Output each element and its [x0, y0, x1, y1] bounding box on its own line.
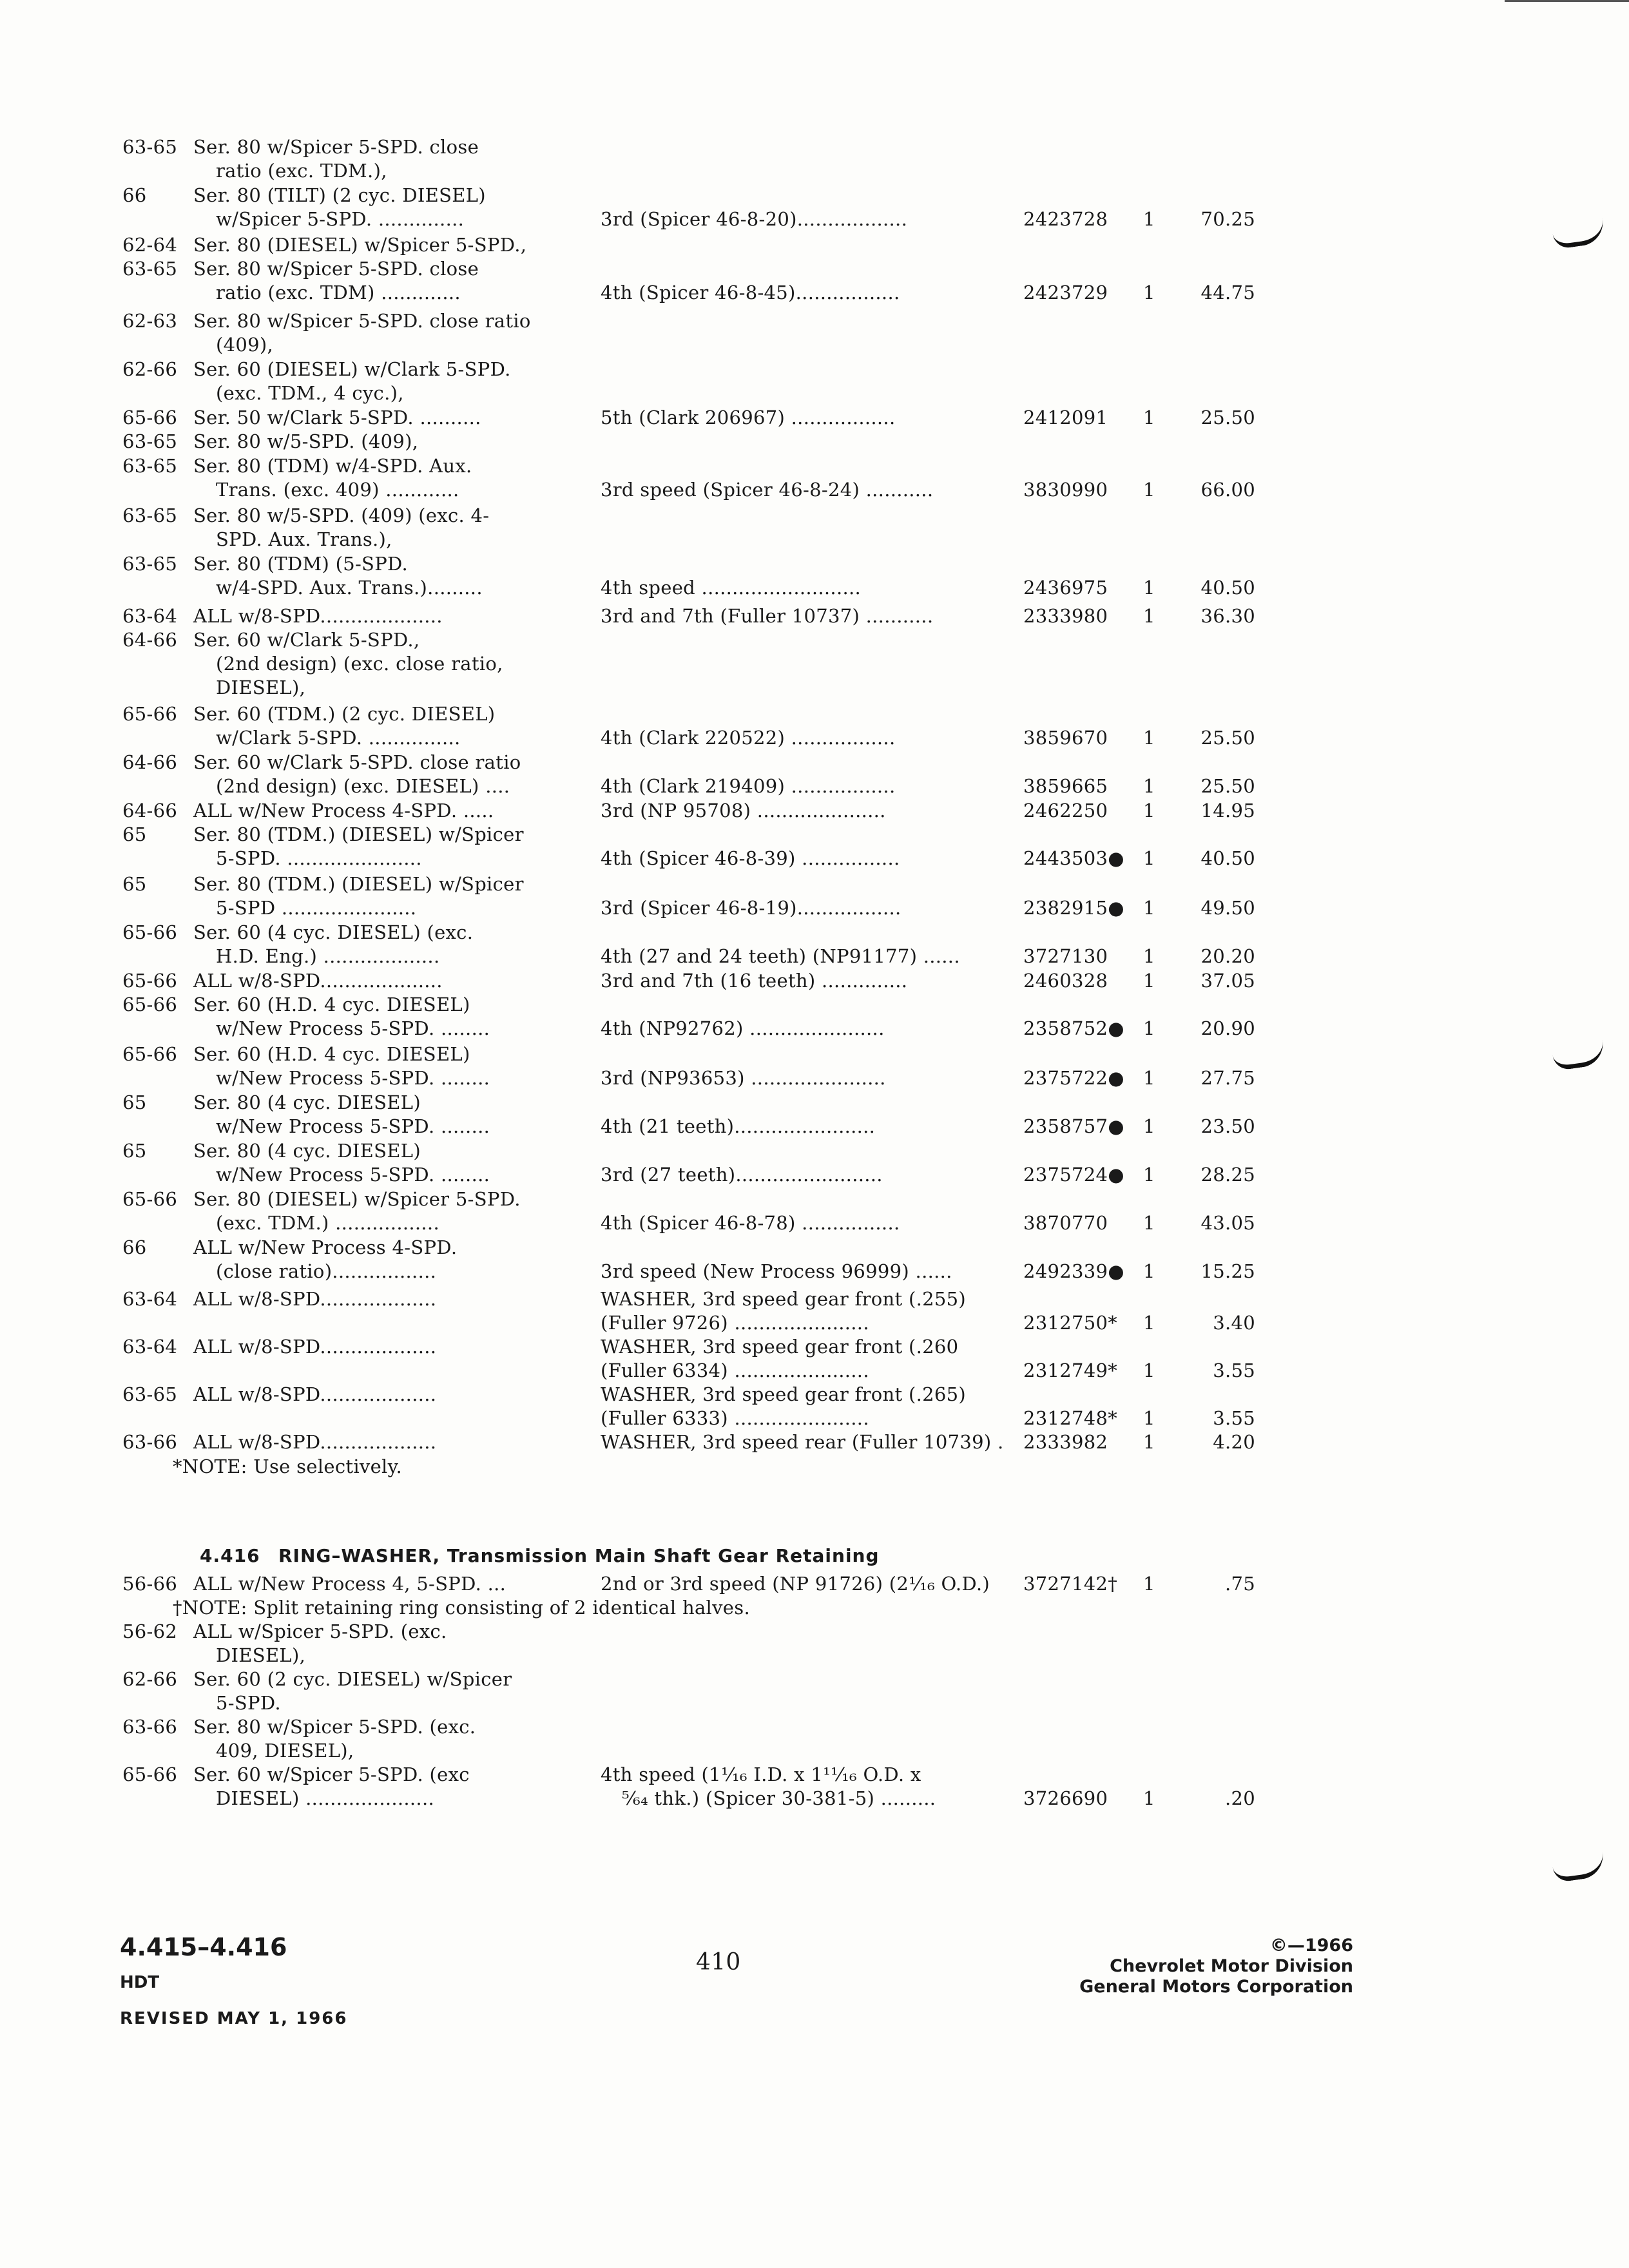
model-application: Ser. 60 (H.D. 4 cyc. DIESEL) [193, 994, 470, 1015]
model-application: w/Clark 5-SPD. ............... [216, 727, 461, 749]
model-application: 409, DIESEL), [216, 1740, 354, 1762]
model-years: 63-65 [122, 553, 178, 575]
model-application: Trans. (exc. 409) ............ [216, 479, 459, 501]
part-description: 5th (Clark 206967) ................. [601, 407, 896, 428]
part-number: 2358752● [1023, 1017, 1124, 1039]
model-application: Ser. 60 (H.D. 4 cyc. DIESEL) [193, 1043, 470, 1065]
part-description: 4th (Spicer 46-8-45)................. [601, 282, 900, 303]
quantity: 1 [1143, 1067, 1155, 1089]
part-description: (Fuller 6334) ...................... [601, 1360, 869, 1381]
section-title-ring-washer: RING–WASHER, Transmission Main Shaft Gear Retaining [278, 1545, 880, 1566]
list-price: .75 [1224, 1573, 1255, 1595]
part-number: 2375722● [1023, 1067, 1124, 1089]
model-application: ALL w/8-SPD.................... [193, 605, 443, 627]
list-price: 14.95 [1200, 800, 1255, 822]
model-application: Ser. 80 (TDM) (5-SPD. [193, 553, 409, 575]
part-description: WASHER, 3rd speed gear front (.255) [601, 1288, 966, 1310]
model-application: (2nd design) (exc. DIESEL) .... [216, 775, 510, 797]
list-price: 43.05 [1200, 1212, 1255, 1234]
model-years: 62-66 [122, 358, 178, 380]
binder-tick-mark-3 [1552, 1852, 1606, 1883]
model-application: 5-SPD. [216, 1692, 281, 1714]
quantity: 1 [1143, 1360, 1155, 1381]
part-number: 3727130 [1023, 945, 1108, 967]
footer-code: HDT [120, 1973, 160, 1992]
list-price: 44.75 [1200, 282, 1255, 303]
model-years: 63-65 [122, 258, 178, 280]
model-application: Ser. 80 (DIESEL) w/Spicer 5-SPD. [193, 1188, 521, 1210]
quantity: 1 [1143, 970, 1155, 992]
model-years: 65-66 [122, 1188, 178, 1210]
part-number: 3859670 [1023, 727, 1108, 749]
footer-division: Chevrolet Motor Division [1110, 1956, 1353, 1976]
model-years: 56-62 [122, 1620, 178, 1642]
part-number: 2375724● [1023, 1164, 1124, 1186]
list-price: 27.75 [1200, 1067, 1255, 1089]
part-description: 3rd speed (Spicer 46-8-24) ........... [601, 479, 934, 501]
part-number: 2358757● [1023, 1115, 1124, 1137]
list-price: 40.50 [1200, 847, 1255, 869]
model-application: ALL w/8-SPD................... [193, 1336, 437, 1358]
list-price: .20 [1224, 1787, 1255, 1809]
model-application: 5-SPD. ...................... [216, 847, 422, 869]
list-price: 36.30 [1200, 605, 1255, 627]
model-years: 63-65 [122, 430, 178, 452]
footer-corporation: General Motors Corporation [1079, 1977, 1353, 1997]
model-years: 65-66 [122, 1043, 178, 1065]
model-application: Ser. 80 (DIESEL) w/Spicer 5-SPD., [193, 234, 527, 256]
model-application: ALL w/8-SPD................... [193, 1431, 437, 1453]
part-number: 2460328 [1023, 970, 1108, 992]
model-years: 62-64 [122, 234, 178, 256]
part-number: 2333982 [1023, 1431, 1108, 1453]
footer-copyright: ©—1966 [1269, 1936, 1353, 1956]
quantity: 1 [1143, 577, 1155, 599]
model-years: 64-66 [122, 800, 178, 822]
model-years: 66 [122, 1236, 147, 1258]
page-number: 410 [696, 1949, 741, 1975]
list-price: 3.40 [1213, 1312, 1255, 1334]
quantity: 1 [1143, 847, 1155, 869]
model-application: ALL w/8-SPD.................... [193, 970, 443, 992]
list-price: 25.50 [1200, 727, 1255, 749]
binder-tick-mark-1 [1552, 219, 1606, 250]
model-years: 63-64 [122, 1288, 178, 1310]
list-price: 20.20 [1200, 945, 1255, 967]
part-description: (Fuller 9726) ...................... [601, 1312, 869, 1334]
quantity: 1 [1143, 897, 1155, 919]
footer-revised: REVISED MAY 1, 1966 [120, 2009, 348, 2028]
model-application: ALL w/8-SPD................... [193, 1383, 437, 1405]
part-description: 4th speed (1¹⁄₁₆ I.D. x 1¹¹⁄₁₆ O.D. x [601, 1763, 921, 1785]
part-description: 3rd (NP 95708) ..................... [601, 800, 886, 822]
part-number: 2412091 [1023, 407, 1108, 428]
quantity: 1 [1143, 775, 1155, 797]
part-number: 2312748* [1023, 1407, 1118, 1429]
model-application: ratio (exc. TDM.), [216, 160, 387, 182]
model-years: 63-66 [122, 1716, 178, 1738]
model-application: Ser. 80 w/Spicer 5-SPD. (exc. [193, 1716, 476, 1738]
model-application: ALL w/New Process 4-SPD. [193, 1236, 458, 1258]
part-description: WASHER, 3rd speed gear front (.260 [601, 1336, 959, 1358]
model-application: w/New Process 5-SPD. ........ [216, 1017, 490, 1039]
part-number: 2382915● [1023, 897, 1124, 919]
list-price: 15.25 [1200, 1260, 1255, 1282]
model-application: Ser. 80 (4 cyc. DIESEL) [193, 1140, 421, 1162]
model-application: Ser. 50 w/Clark 5-SPD. .......... [193, 407, 481, 428]
part-number: 2462250 [1023, 800, 1108, 822]
model-application: ratio (exc. TDM) ............. [216, 282, 461, 303]
part-description: 4th (Clark 219409) ................. [601, 775, 896, 797]
list-price: 40.50 [1200, 577, 1255, 599]
model-years: 65 [122, 823, 147, 845]
part-description: 3rd (NP93653) ...................... [601, 1067, 886, 1089]
quantity: 1 [1143, 282, 1155, 303]
list-price: 3.55 [1213, 1407, 1255, 1429]
part-number: 2333980 [1023, 605, 1108, 627]
part-number: 2492339● [1023, 1260, 1124, 1282]
part-description: 2nd or 3rd speed (NP 91726) (2¹⁄₁₆ O.D.) [601, 1573, 990, 1595]
model-application: 5-SPD ...................... [216, 897, 417, 919]
part-number: 3727142† [1023, 1573, 1118, 1595]
model-application: Ser. 80 w/5-SPD. (409) (exc. 4- [193, 505, 490, 526]
model-application: Ser. 80 (TDM) w/4-SPD. Aux. [193, 455, 472, 477]
quantity: 1 [1143, 407, 1155, 428]
list-price: 49.50 [1200, 897, 1255, 919]
list-price: 20.90 [1200, 1017, 1255, 1039]
model-application: Ser. 80 (TDM.) (DIESEL) w/Spicer [193, 873, 524, 895]
model-years: 63-65 [122, 136, 178, 158]
model-years: 63-65 [122, 505, 178, 526]
list-price: 28.25 [1200, 1164, 1255, 1186]
part-description: 3rd (Spicer 46-8-19)................. [601, 897, 901, 919]
quantity: 1 [1143, 1164, 1155, 1186]
model-years: 62-63 [122, 310, 178, 332]
quantity: 1 [1143, 1115, 1155, 1137]
model-application: Ser. 60 w/Clark 5-SPD. close ratio [193, 751, 521, 773]
quantity: 1 [1143, 1260, 1155, 1282]
model-application: Ser. 80 (4 cyc. DIESEL) [193, 1091, 421, 1113]
part-number: 3870770 [1023, 1212, 1108, 1234]
part-description: 4th (Spicer 46-8-39) ................ [601, 847, 900, 869]
part-description: (Fuller 6333) ...................... [601, 1407, 869, 1429]
part-number: 2423728 [1023, 208, 1108, 230]
model-application: w/New Process 5-SPD. ........ [216, 1067, 490, 1089]
model-application: (close ratio)................. [216, 1260, 437, 1282]
part-description: 4th (Spicer 46-8-78) ................ [601, 1212, 900, 1234]
model-years: 63-65 [122, 1383, 178, 1405]
model-years: 56-66 [122, 1573, 178, 1595]
model-application: DIESEL) ..................... [216, 1787, 434, 1809]
model-application: Ser. 80 (TILT) (2 cyc. DIESEL) [193, 184, 486, 206]
list-price: 66.00 [1200, 479, 1255, 501]
model-years: 65-66 [122, 921, 178, 943]
model-application: Ser. 80 w/Spicer 5-SPD. close [193, 258, 479, 280]
model-years: 63-65 [122, 455, 178, 477]
selective-note: *NOTE: Use selectively. [173, 1456, 402, 1477]
model-years: 64-66 [122, 629, 178, 651]
model-years: 65 [122, 1140, 147, 1162]
part-description: WASHER, 3rd speed gear front (.265) [601, 1383, 966, 1405]
footer-section-range: 4.415–4.416 [120, 1933, 287, 1961]
footnote: †NOTE: Split retaining ring consisting of 2 identical halves. [173, 1597, 750, 1619]
quantity: 1 [1143, 479, 1155, 501]
model-application: ALL w/New Process 4-SPD. ..... [193, 800, 494, 822]
part-description: 3rd (27 teeth)........................ [601, 1164, 883, 1186]
model-years: 65-66 [122, 407, 178, 428]
model-application: DIESEL), [216, 677, 306, 698]
part-description: WASHER, 3rd speed rear (Fuller 10739) . [601, 1431, 1004, 1453]
model-application: w/New Process 5-SPD. ........ [216, 1115, 490, 1137]
list-price: 4.20 [1213, 1431, 1255, 1453]
model-application: w/4-SPD. Aux. Trans.)......... [216, 577, 483, 599]
model-years: 65 [122, 873, 147, 895]
part-description: 3rd and 7th (Fuller 10737) ........... [601, 605, 934, 627]
model-years: 65-66 [122, 994, 178, 1015]
model-application: (exc. TDM.) ................. [216, 1212, 439, 1234]
model-years: 64-66 [122, 751, 178, 773]
model-application: DIESEL), [216, 1644, 306, 1666]
model-application: Ser. 60 w/Spicer 5-SPD. (exc [193, 1763, 470, 1785]
model-application: (409), [216, 334, 273, 356]
part-description: 4th (27 and 24 teeth) (NP91177) ...... [601, 945, 960, 967]
list-price: 70.25 [1200, 208, 1255, 230]
list-price: 23.50 [1200, 1115, 1255, 1137]
part-description: 4th (21 teeth)....................... [601, 1115, 876, 1137]
model-application: Ser. 60 (2 cyc. DIESEL) w/Spicer [193, 1668, 512, 1690]
quantity: 1 [1143, 1017, 1155, 1039]
model-years: 65-66 [122, 970, 178, 992]
top-edge-line [1505, 0, 1629, 2]
part-description: ⁵⁄₆₄ thk.) (Spicer 30-381-5) ......... [622, 1787, 936, 1809]
quantity: 1 [1143, 1431, 1155, 1453]
model-application: Ser. 60 (DIESEL) w/Clark 5-SPD. [193, 358, 511, 380]
list-price: 25.50 [1200, 407, 1255, 428]
model-years: 65-66 [122, 1763, 178, 1785]
model-application: (exc. TDM., 4 cyc.), [216, 382, 404, 404]
list-price: 37.05 [1200, 970, 1255, 992]
model-years: 65 [122, 1091, 147, 1113]
part-number: 2436975 [1023, 577, 1108, 599]
part-number: 2312749* [1023, 1360, 1118, 1381]
quantity: 1 [1143, 208, 1155, 230]
quantity: 1 [1143, 1787, 1155, 1809]
list-price: 3.55 [1213, 1360, 1255, 1381]
quantity: 1 [1143, 1212, 1155, 1234]
model-application: Ser. 60 (4 cyc. DIESEL) (exc. [193, 921, 474, 943]
model-years: 62-66 [122, 1668, 178, 1690]
model-application: Ser. 80 w/Spicer 5-SPD. close ratio [193, 310, 531, 332]
part-description: 3rd (Spicer 46-8-20).................. [601, 208, 908, 230]
quantity: 1 [1143, 945, 1155, 967]
model-application: Ser. 80 w/Spicer 5-SPD. close [193, 136, 479, 158]
model-years: 63-66 [122, 1431, 178, 1453]
section-number-4-416: 4.416 [200, 1545, 260, 1566]
part-number: 2443503● [1023, 847, 1124, 869]
binder-tick-mark-2 [1552, 1041, 1606, 1072]
part-description: 4th speed .......................... [601, 577, 862, 599]
model-application: (2nd design) (exc. close ratio, [216, 653, 503, 675]
part-description: 4th (NP92762) ...................... [601, 1017, 885, 1039]
model-application: w/New Process 5-SPD. ........ [216, 1164, 490, 1186]
part-number: 3859665 [1023, 775, 1108, 797]
quantity: 1 [1143, 605, 1155, 627]
quantity: 1 [1143, 1312, 1155, 1334]
part-description: 4th (Clark 220522) ................. [601, 727, 896, 749]
part-number: 3726690 [1023, 1787, 1108, 1809]
model-application: ALL w/8-SPD................... [193, 1288, 437, 1310]
model-application: Ser. 60 (TDM.) (2 cyc. DIESEL) [193, 703, 496, 725]
model-years: 65-66 [122, 703, 178, 725]
part-number: 2312750* [1023, 1312, 1118, 1334]
model-application: SPD. Aux. Trans.), [216, 528, 392, 550]
model-application: Ser. 80 (TDM.) (DIESEL) w/Spicer [193, 823, 524, 845]
quantity: 1 [1143, 727, 1155, 749]
model-years: 63-64 [122, 1336, 178, 1358]
model-application: ALL w/Spicer 5-SPD. (exc. [193, 1620, 447, 1642]
part-description: 3rd speed (New Process 96999) ...... [601, 1260, 952, 1282]
model-application: w/Spicer 5-SPD. .............. [216, 208, 465, 230]
model-application: ALL w/New Process 4, 5-SPD. ... [193, 1573, 506, 1595]
model-application: H.D. Eng.) ................... [216, 945, 440, 967]
part-number: 2423729 [1023, 282, 1108, 303]
model-years: 66 [122, 184, 147, 206]
part-description: 3rd and 7th (16 teeth) .............. [601, 970, 908, 992]
quantity: 1 [1143, 1573, 1155, 1595]
list-price: 25.50 [1200, 775, 1255, 797]
quantity: 1 [1143, 1407, 1155, 1429]
model-years: 63-64 [122, 605, 178, 627]
model-application: Ser. 60 w/Clark 5-SPD., [193, 629, 420, 651]
model-application: Ser. 80 w/5-SPD. (409), [193, 430, 419, 452]
part-number: 3830990 [1023, 479, 1108, 501]
quantity: 1 [1143, 800, 1155, 822]
